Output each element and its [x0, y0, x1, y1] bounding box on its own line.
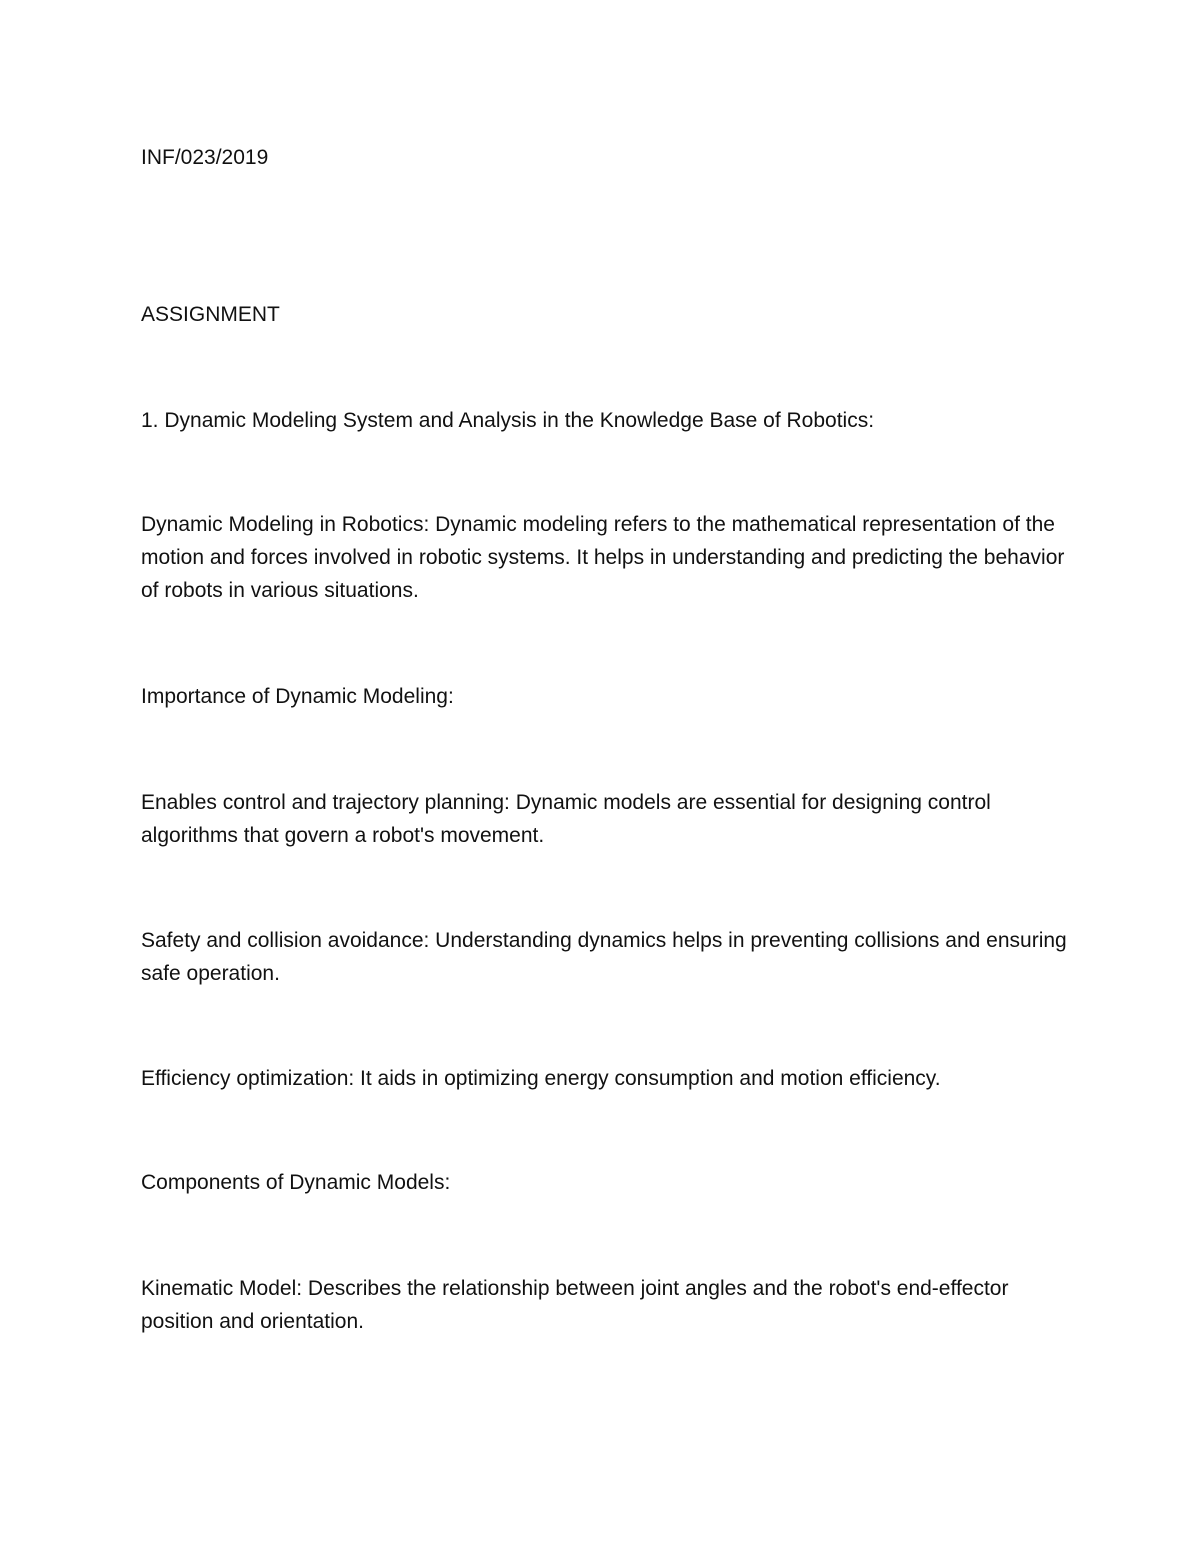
components-heading: Components of Dynamic Models:	[141, 1171, 451, 1194]
paragraph-efficiency: Efficiency optimization: It aids in optimizing energy consumption and motion efficiency.	[141, 1067, 941, 1090]
importance-heading: Importance of Dynamic Modeling:	[141, 685, 454, 708]
assignment-heading: ASSIGNMENT	[141, 303, 280, 326]
paragraph-dynamic-modeling: Dynamic Modeling in Robotics: Dynamic modeling refers to the mathematical representation of the motion and forces involved in robotic systems. It helps in understanding and predicting the behavior of robots in various situations.	[141, 513, 1071, 602]
paragraph-safety: Safety and collision avoidance: Understanding dynamics helps in preventing collisions and ensuring safe operation.	[141, 929, 1073, 985]
document-id: INF/023/2019	[141, 146, 269, 169]
question-1-title: 1. Dynamic Modeling System and Analysis in the Knowledge Base of Robotics:	[141, 409, 875, 432]
paragraph-kinematic: Kinematic Model: Describes the relationship between joint angles and the robot's end-effector position and orientation.	[141, 1277, 1015, 1333]
paragraph-control: Enables control and trajectory planning: Dynamic models are essential for designing control algorithms that govern a robot's movement.	[141, 791, 997, 847]
